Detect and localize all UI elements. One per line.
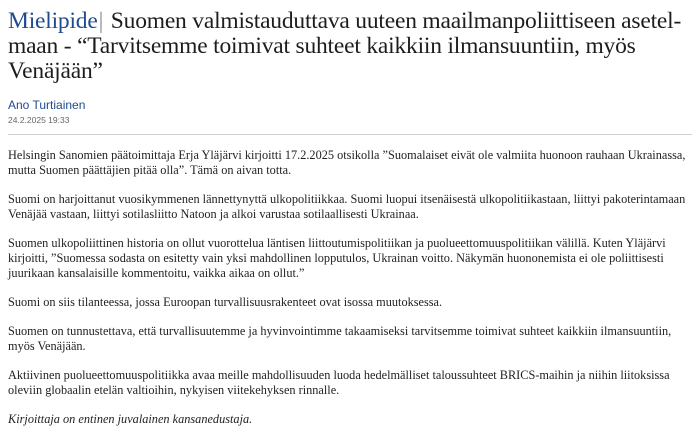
article-headline	[8, 9, 692, 84]
headline-separator: |	[98, 8, 104, 34]
publish-date: 24.2.2025 19:33	[8, 115, 70, 125]
paragraph-4: Suomi on siis tilanteessa, jossa Euroopan turvallisuusrakenteet ovat isossa muutoksessa.	[8, 295, 443, 309]
divider	[8, 134, 692, 135]
article-title: Suomen valmistauduttava uuteen maailmanpoliittiseen asetelmaan - “Tarvitsemme toimivat suhteet kaikkiin ilmansuuntiin, myös Venäjään”	[8, 8, 682, 84]
paragraph-6: Aktiivinen puolueettomuuspolitiikka avaa meille mahdollisuuden luoda hedelmälliset taloussuhteet BRICS-maihin ja niihin liitoksissa oleviin globaalin etelän valtioihin, nykyisen viitekehyksen rinnalle.	[8, 368, 670, 397]
author-link[interactable]: Ano Turtiainen	[8, 98, 86, 112]
article	[8, 0, 692, 441]
paragraph-2: Suomi on harjoittanut vuosikymmenen lännettynyttä ulkopolitiikkaa. Suomi luopui itsenäisestä ulkopolitiikastaan, liittyi pakoterintamaan Venäjää vastaan, liittyi sotilasliitto Natoon ja alkoi varustaa sotilaallisesti Ukrainaa.	[8, 192, 686, 221]
article-body	[8, 148, 692, 427]
author-note: Kirjoittaja on entinen juvalainen kansanedustaja.	[8, 412, 253, 426]
paragraph-5: Suomen on tunnustettava, että turvallisuutemme ja hyvinvointimme takaamiseksi tarvitsemme toimivat suhteet kaikkiin ilmansuuntiin, myös Venäjään.	[8, 324, 672, 353]
paragraph-1: Helsingin Sanomien päätoimittaja Erja Yläjärvi kirjoitti 17.2.2025 otsikolla ”Suomalaiset eivät ole valmiita huonoon rauhaan Ukrainassa, mutta Suomen päättäjien pitää olla”. Tämä on aivan totta.	[8, 148, 686, 177]
section-label[interactable]: Mielipide	[8, 8, 98, 34]
paragraph-3: Suomen ulkopoliittinen historia on ollut vuorottelua läntisen liittoutumispolitiikan ja puolueettomuuspolitiikan välillä. Kuten Yläjärvi kirjoitti, ”Suomessa sodasta on esitetty vain yksi mahdollinen lopputulos, Ukrainan voitto. Näkymän huononemista ei ole poliittisesti juurikaan kansalaisille kommentoitu, vaikka aikaa on ollut.”	[8, 236, 666, 280]
